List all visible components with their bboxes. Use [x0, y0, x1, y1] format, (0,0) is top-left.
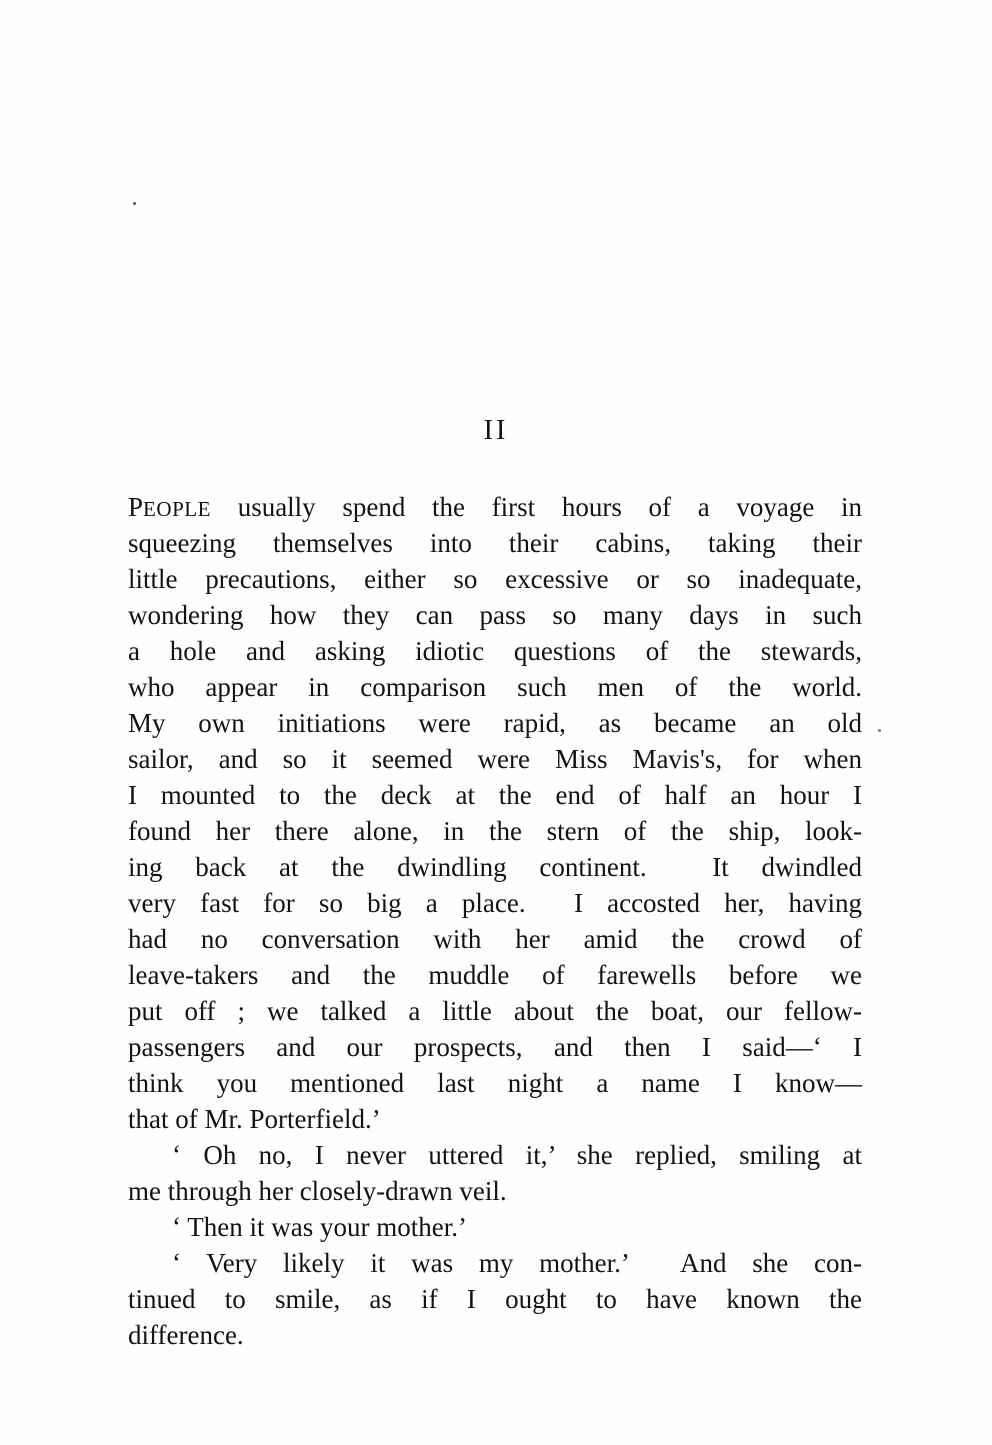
text-line: wondering how they can pass so many days in such	[128, 600, 862, 630]
text-line: ing back at the dwindling continent. It dwindled	[128, 852, 862, 882]
text-segment: usually spend the first hours of a voyage in	[211, 492, 862, 522]
text-line: very fast for so big a place. I accosted her, having	[128, 888, 862, 918]
text-line: who appear in comparison such men of the world.	[128, 672, 862, 702]
text-line	[128, 489, 862, 525]
text-line: had no conversation with her amid the crowd of	[128, 924, 862, 954]
text-line: leave-takers and the muddle of farewells before we	[128, 960, 862, 990]
text-line: ‘ Very likely it was my mother.’ And she con-	[172, 1248, 862, 1278]
paragraph	[128, 1137, 862, 1209]
text-line: I mounted to the deck at the end of half an hour I	[128, 780, 862, 810]
text-line: squeezing themselves into their cabins, taking their	[128, 528, 862, 558]
text-line: ‘ Oh no, I never uttered it,’ she replied, smiling at	[172, 1140, 862, 1170]
text-segment: P	[128, 492, 144, 522]
scan-speck	[878, 729, 881, 732]
paragraph	[128, 489, 862, 1137]
text-line: passengers and our prospects, and then I said—‘ I	[128, 1032, 862, 1062]
small-caps-text: EOPLE	[143, 497, 212, 521]
text-line: think you mentioned last night a name I know—	[128, 1068, 862, 1098]
text-line: difference.	[128, 1320, 244, 1350]
chapter-heading: II	[483, 415, 509, 446]
text-line: sailor, and so it seemed were Miss Mavis's, for when	[128, 744, 862, 774]
text-line: put off ; we talked a little about the boat, our fellow-	[128, 996, 862, 1026]
text-line: little precautions, either so excessive or so inadequate,	[128, 564, 862, 594]
text-line: found her there alone, in the stern of the ship, look-	[128, 816, 862, 846]
text-line: a hole and asking idiotic questions of the stewards,	[128, 636, 862, 666]
text-line: tinued to smile, as if I ought to have known the	[128, 1284, 862, 1314]
scan-speck	[133, 202, 136, 205]
paragraph	[128, 1209, 862, 1245]
text-line: My own initiations were rapid, as became an old	[128, 708, 862, 738]
text-block	[128, 489, 862, 1353]
text-line: that of Mr. Porterfield.’	[128, 1104, 381, 1134]
text-line: ‘ Then it was your mother.’	[172, 1212, 467, 1242]
paragraph	[128, 1245, 862, 1353]
text-line: me through her closely-drawn veil.	[128, 1176, 507, 1206]
